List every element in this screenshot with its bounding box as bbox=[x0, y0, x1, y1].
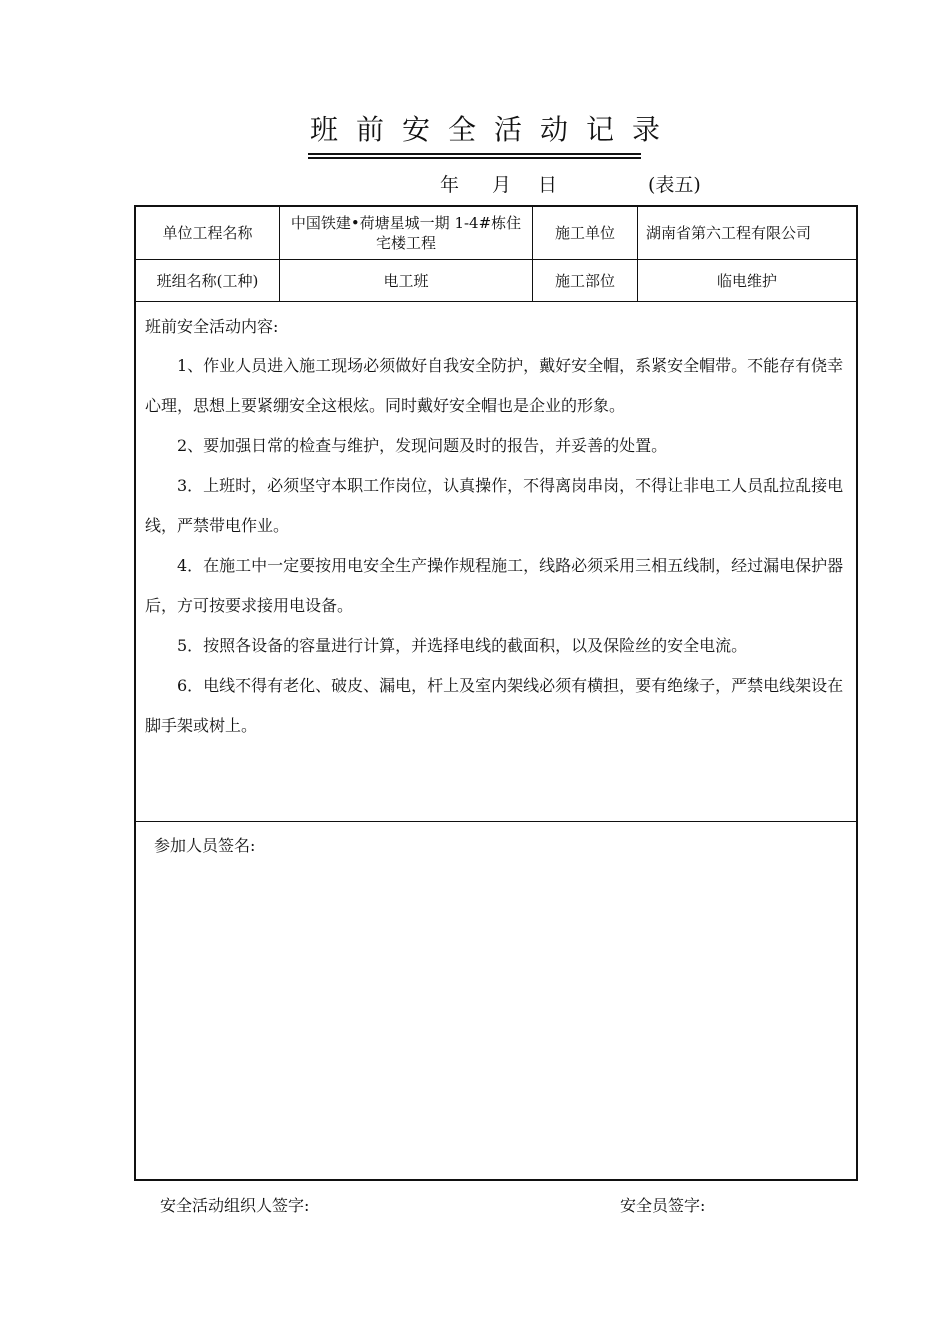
title-underline-thin bbox=[308, 157, 641, 159]
content-paragraph: 4．在施工中一定要按用电安全生产操作规程施工，线路必须采用三相五线制，经过漏电保护器后，方可按要求接用电设备。 bbox=[145, 556, 844, 615]
activity-content-heading: 班前安全活动内容: bbox=[145, 317, 279, 336]
organizer-signature-label: 安全活动组织人签字: bbox=[160, 1196, 310, 1215]
date-line bbox=[440, 172, 701, 198]
content-paragraph: 1、作业人员进入施工现场必须做好自我安全防护，戴好安全帽，系紧安全帽带。不能存有侥幸心理，思想上要紧绷安全这根炫。同时戴好安全帽也是企业的形象。 bbox=[145, 356, 844, 415]
date-day-label: 日 bbox=[538, 174, 558, 196]
content-paragraph: 3．上班时，必须坚守本职工作岗位，认真操作，不得离岗串岗，不得让非电工人员乱拉乱接电线，严禁带电作业。 bbox=[145, 476, 844, 535]
row-divider-2 bbox=[136, 301, 856, 302]
row-divider-3 bbox=[136, 821, 856, 822]
team-name-label: 班组名称(工种) bbox=[156, 271, 259, 290]
project-name-value: 中国铁建•荷塘星城一期 1-4#栋住宅楼工程 bbox=[290, 214, 522, 252]
document-title: 班前安全活动记录 bbox=[310, 113, 679, 146]
contractor-label: 施工单位 bbox=[554, 224, 615, 242]
construction-area-label: 施工部位 bbox=[554, 271, 615, 290]
construction-area-value: 临电维护 bbox=[716, 271, 777, 290]
contractor-value: 湖南省第六工程有限公司 bbox=[646, 224, 812, 242]
form-number: (表五) bbox=[648, 174, 701, 196]
activity-record-form bbox=[134, 205, 858, 1181]
title-underline-thick bbox=[308, 153, 641, 155]
date-year-label: 年 bbox=[440, 174, 460, 196]
safety-officer-signature-label: 安全员签字: bbox=[620, 1196, 706, 1215]
content-paragraph: 5．按照各设备的容量进行计算，并选择电线的截面积，以及保险丝的安全电流。 bbox=[177, 636, 748, 655]
content-paragraph: 6．电线不得有老化、破皮、漏电，杆上及室内架线必须有横担，要有绝缘子，严禁电线架设在脚手架或树上。 bbox=[145, 676, 844, 735]
project-name-label: 单位工程名称 bbox=[162, 224, 253, 242]
activity-content-body bbox=[145, 346, 851, 746]
date-month-label: 月 bbox=[492, 174, 512, 196]
content-paragraph: 2、要加强日常的检查与维护，发现问题及时的报告，并妥善的处置。 bbox=[177, 436, 668, 455]
team-name-value: 电工班 bbox=[383, 271, 429, 290]
participants-signature-label: 参加人员签名: bbox=[154, 836, 256, 855]
